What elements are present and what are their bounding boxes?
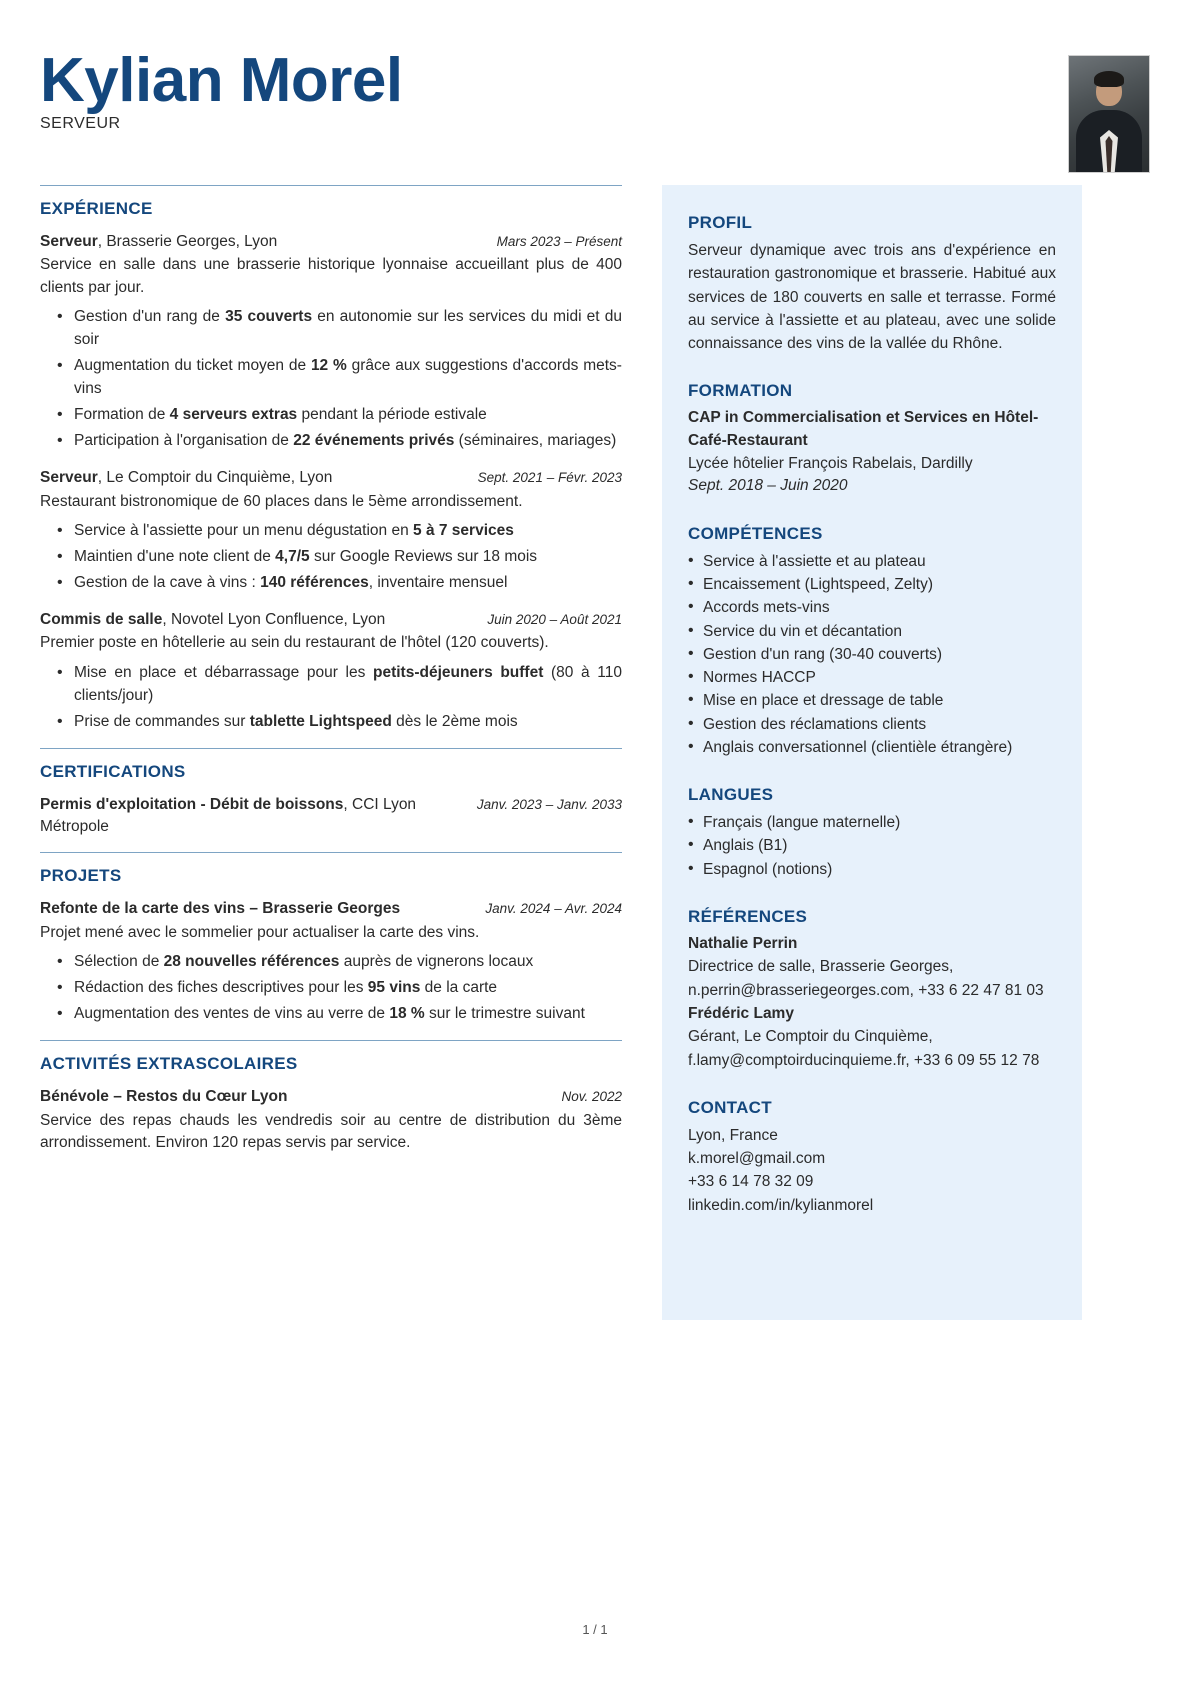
entry-date: Mars 2023 – Présent — [496, 234, 622, 249]
entry-date: Sept. 2021 – Févr. 2023 — [477, 470, 622, 486]
entry-description: Service en salle dans une brasserie historique lyonnaise accueillant plus de 400 clients par jour. — [40, 256, 622, 296]
bullet-item: • Gestion de la cave à vins : 140 références, inventaire mensuel — [74, 572, 622, 595]
section-divider — [40, 852, 622, 853]
bullet-item: • Mise en place et débarrassage pour les petits-déjeuners buffet (80 à 110 clients/jour) — [74, 662, 622, 708]
section-divider — [40, 1040, 622, 1041]
skill-item: • Anglais conversationnel (clientièle étrangère) — [688, 736, 1056, 759]
education-school: Lycée hôtelier François Rabelais, Dardilly — [688, 455, 973, 473]
contact-list — [688, 1124, 1056, 1217]
entry — [40, 467, 622, 595]
portrait-photo — [1068, 55, 1150, 173]
entry-header — [40, 898, 622, 920]
sidebar-column — [662, 185, 1082, 1320]
contact-line: +33 6 14 78 32 09 — [688, 1173, 814, 1191]
page-title: Kylian Morel — [40, 46, 403, 115]
entry-title: Commis de salle, Novotel Lyon Confluence, Lyon — [40, 610, 386, 628]
entry-header — [40, 1086, 622, 1108]
section-heading-certifications: CERTIFICATIONS — [40, 761, 186, 781]
bullet-item: • Participation à l'organisation de 22 événements privés (séminaires, mariages) — [74, 430, 622, 453]
skills-list — [688, 550, 1056, 759]
entry-header — [40, 794, 622, 839]
section-heading-languages: LANGUES — [688, 785, 774, 805]
references-list — [688, 933, 1056, 1072]
section-heading-projects: PROJETS — [40, 866, 122, 886]
section-projects — [40, 852, 622, 1026]
sidebar-section-languages — [688, 785, 1056, 881]
entry — [40, 1086, 622, 1154]
skill-item: • Mise en place et dressage de table — [688, 689, 1056, 712]
section-divider — [40, 748, 622, 749]
section-heading-extracurricular: ACTIVITÉS EXTRASCOLAIRES — [40, 1054, 298, 1074]
section-heading-education: FORMATION — [688, 381, 793, 401]
contact-line: k.morel@gmail.com — [688, 1150, 826, 1168]
section-heading-profile: PROFIL — [688, 213, 753, 232]
reference-detail: Directrice de salle, Brasserie Georges, n.perrin@brasseriegeorges.com, +33 6 22 47 81 03 — [688, 958, 1044, 999]
photo-hair-shape — [1094, 71, 1124, 87]
language-item: • Anglais (B1) — [688, 834, 1056, 857]
sidebar-section-references — [688, 907, 1056, 1072]
language-item: • Espagnol (notions) — [688, 858, 1056, 881]
bullet-item: • Sélection de 28 nouvelles références auprès de vignerons locaux — [74, 951, 622, 974]
main-column — [40, 185, 640, 1169]
entry-title: Permis d'exploitation - Débit de boissons, CCI Lyon Métropole — [40, 795, 417, 835]
section-divider — [40, 185, 622, 186]
languages-list — [688, 811, 1056, 881]
entry-bullet-list — [40, 951, 622, 1026]
section-heading-references: RÉFÉRENCES — [688, 906, 808, 926]
entry-title: Refonte de la carte des vins – Brasserie Georges — [40, 900, 401, 918]
skill-item: • Service du vin et décantation — [688, 620, 1056, 643]
entry-date: Nov. 2022 — [561, 1089, 622, 1105]
reference-name: Frédéric Lamy — [688, 1004, 794, 1022]
skill-item: • Gestion d'un rang (30-40 couverts) — [688, 643, 1056, 666]
entry-bullet-list — [40, 306, 622, 453]
entry-description: Restaurant bistronomique de 60 places dans le 5ème arrondissement. — [40, 492, 523, 510]
section-certifications — [40, 748, 622, 839]
entry-title: Serveur, Le Comptoir du Cinquième, Lyon — [40, 469, 333, 487]
entry — [40, 609, 622, 734]
entry-date: Janv. 2023 – Janv. 2033 — [476, 796, 622, 812]
section-heading-skills: COMPÉTENCES — [688, 523, 823, 543]
sidebar-section-contact — [688, 1098, 1056, 1217]
entry-title: Bénévole – Restos du Cœur Lyon — [40, 1088, 288, 1106]
bullet-item: • Rédaction des fiches descriptives pour les 95 vins de la carte — [74, 977, 622, 1000]
entry-header — [40, 231, 622, 253]
profile-text: Serveur dynamique avec trois ans d'expérience en restauration gastronomique et brasserie. Habitué aux services de 180 couverts en salle et terrasse. Formé au service à l'assiette et au plateau, avec une solide connaissance des vins de la vallée du Rhône. — [688, 242, 1056, 352]
contact-line: Lyon, France — [688, 1126, 778, 1144]
bullet-item: • Gestion d'un rang de 35 couverts en autonomie sur les services du midi et du soir — [74, 306, 622, 352]
bullet-item: • Augmentation du ticket moyen de 12 % grâce aux suggestions d'accords mets-vins — [74, 355, 622, 401]
bullet-item: • Formation de 4 serveurs extras pendant la période estivale — [74, 404, 622, 427]
entry-description: Service des repas chauds les vendredis soir au centre de distribution du 3ème arrondissement. Environ 120 repas servis par service. — [40, 1111, 622, 1152]
reference-name: Nathalie Perrin — [688, 934, 798, 952]
skill-item: • Accords mets-vins — [688, 596, 1056, 619]
education-degree: CAP in Commercialisation et Services en Hôtel-Café-Restaurant — [688, 409, 1039, 449]
sidebar-section-education — [688, 381, 1056, 498]
section-heading-experience: EXPÉRIENCE — [40, 199, 153, 218]
language-item: • Français (langue maternelle) — [688, 811, 1056, 834]
entry-header — [40, 467, 622, 489]
skill-item: • Service à l'assiette et au plateau — [688, 550, 1056, 573]
skill-item: • Encaissement (Lightspeed, Zelty) — [688, 573, 1056, 596]
entry-date: Juin 2020 – Août 2021 — [487, 611, 622, 627]
entry-description: Premier poste en hôtellerie au sein du restaurant de l'hôtel (120 couverts). — [40, 634, 549, 652]
skill-item: • Normes HACCP — [688, 666, 1056, 689]
bullet-item: • Prise de commandes sur tablette Lightspeed dès le 2ème mois — [74, 711, 622, 734]
skill-item: • Gestion des réclamations clients — [688, 713, 1056, 736]
entry-description: Projet mené avec le sommelier pour actualiser la carte des vins. — [40, 923, 480, 941]
reference-detail: Gérant, Le Comptoir du Cinquième, f.lamy@comptoirducinquieme.fr, +33 6 09 55 12 78 — [688, 1028, 1040, 1069]
bullet-item: • Maintien d'une note client de 4,7/5 sur Google Reviews sur 18 mois — [74, 546, 622, 569]
resume-body — [0, 185, 1190, 1320]
section-heading-contact: CONTACT — [688, 1097, 772, 1117]
entry-header — [40, 609, 622, 631]
entry — [40, 898, 622, 1026]
entry-bullet-list — [40, 520, 622, 595]
resume-header — [0, 0, 1190, 185]
entry-title: Serveur, Brasserie Georges, Lyon — [40, 233, 278, 250]
section-experience — [40, 185, 622, 734]
page-indicator: 1 / 1 — [582, 1622, 608, 1637]
sidebar-section-skills — [688, 524, 1056, 759]
bullet-item: • Augmentation des ventes de vins au verre de 18 % sur le trimestre suivant — [74, 1003, 622, 1026]
entry — [40, 231, 622, 453]
bullet-item: • Service à l'assiette pour un menu dégustation en 5 à 7 services — [74, 520, 622, 543]
education-date: Sept. 2018 – Juin 2020 — [688, 477, 848, 495]
entry-bullet-list — [40, 662, 622, 734]
contact-line: linkedin.com/in/kylianmorel — [688, 1196, 874, 1214]
job-title: SERVEUR — [40, 115, 121, 133]
entry-date: Janv. 2024 – Avr. 2024 — [485, 901, 622, 917]
section-extracurricular — [40, 1040, 622, 1154]
sidebar-section-profile — [688, 213, 1056, 355]
entry — [40, 794, 622, 839]
